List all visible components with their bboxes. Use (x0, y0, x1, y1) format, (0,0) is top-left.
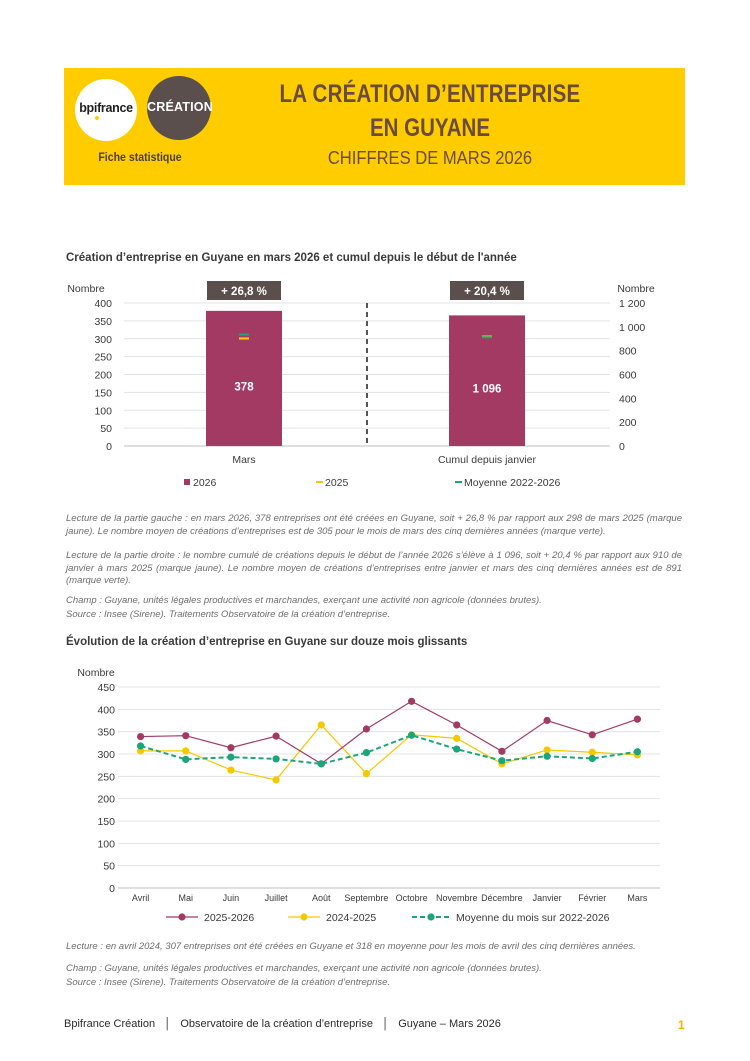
footer-sep-2: │ (376, 1018, 396, 1030)
chart2-data-point (543, 746, 550, 753)
chart1-legend (184, 477, 560, 489)
chart2-data-point (182, 756, 189, 763)
creation-logo-text: CRÉATION (147, 100, 213, 114)
chart2-series (137, 698, 641, 784)
chart2-x-tick-label: Août (311, 893, 331, 903)
chart1-left-tick-label: 0 (106, 441, 112, 453)
chart2-x-tick-label: Février (578, 893, 607, 903)
chart2-data-point (634, 716, 641, 723)
chart1-x-label: Cumul depuis janvier (437, 454, 537, 466)
chart2-data-point (227, 754, 234, 761)
chart2-data-point (453, 735, 460, 742)
chart2-x-tick-label: Mars (627, 893, 648, 903)
chart2-y-tick-label: 350 (97, 726, 115, 739)
chart2-line-chart (60, 660, 680, 935)
creation-logo (147, 76, 211, 140)
chart2-x-axis (132, 893, 648, 903)
chart2-data-point (408, 732, 415, 739)
chart2-x-tick-label: Janvier (532, 893, 562, 903)
chart1-bar-value-label: 378 (234, 381, 254, 394)
chart1-right-axis-label: Nombre (617, 283, 655, 295)
bpifrance-logo (75, 79, 137, 141)
chart2-data-point (137, 742, 144, 749)
footer-region: Guyane – Mars 2026 (398, 1018, 501, 1030)
fiche-label: Fiche statistique (98, 150, 182, 164)
chart2-y-tick-label: 50 (103, 860, 115, 873)
page-title-line1: LA CRÉATION D’ENTREPRISE (279, 80, 581, 108)
chart2-x-tick-label: Avril (131, 893, 150, 903)
page-title-line2: EN GUYANE (369, 114, 491, 142)
chart2-heading: Évolution de la création d’entreprise en Guyane sur douze mois glissants (66, 636, 468, 648)
chart2-data-point (589, 755, 596, 762)
chart2-y-tick-label: 200 (97, 793, 115, 806)
chart1-right-tick-label: 800 (619, 345, 637, 358)
chart1-legend-label: 2026 (193, 477, 217, 489)
chart1-right-tick-label: 600 (619, 369, 637, 382)
chart1-left-tick-label: 400 (94, 298, 112, 310)
chart1-right-tick-label: 1 200 (619, 298, 646, 310)
chart2-legend-marker (178, 913, 185, 920)
chart1-bar-chart (60, 278, 680, 498)
chart2-x-tick-label: Décembre (481, 893, 523, 903)
chart2-data-point (227, 766, 234, 773)
chart2-x-tick-label: Septembre (344, 893, 389, 903)
chart2-y-tick-label: 0 (109, 883, 115, 895)
chart1-bar-value-label: 1 096 (472, 383, 502, 396)
chart1-heading: Création d’entreprise en Guyane en mars 2026 et cumul depuis le début de l'année (66, 252, 517, 264)
chart2-data-point (498, 757, 505, 764)
chart2-champ: Champ : Guyane, unités légales productives et marchandes, exerçant une activité non agricole (données brutes). (66, 963, 542, 974)
chart2-x-tick-label: Novembre (435, 893, 478, 903)
chart1-left-tick-label: 200 (94, 369, 112, 382)
chart2-legend-marker (427, 913, 434, 920)
chart1-left-tick-label: 300 (94, 333, 112, 346)
chart2-data-point (543, 753, 550, 760)
chart2-data-point (227, 744, 234, 751)
chart1-legend-label: 2025 (325, 477, 349, 489)
chart2-data-point (318, 721, 325, 728)
chart1-source: Source : Insee (Sirene). Traitements Observatoire de la création d’entreprise. (66, 609, 391, 620)
chart1-legend-label: Moyenne 2022-2026 (464, 477, 561, 489)
chart1-left-tick-label: 50 (100, 423, 112, 436)
chart2-x-tick-label: Juillet (264, 893, 288, 903)
chart1-left-tick-label: 100 (94, 405, 112, 418)
chart1-legend-swatch (184, 479, 190, 485)
chart2-data-point (363, 770, 370, 777)
chart1-change-badge-text: + 26,8 % (221, 286, 267, 298)
chart2-data-point (589, 749, 596, 756)
chart2-legend (166, 912, 610, 924)
chart2-y-axis (97, 682, 115, 895)
chart2-data-point (182, 732, 189, 739)
chart2-legend-label: 2025-2026 (204, 912, 255, 924)
chart2-source: Source : Insee (Sirene). Traitements Observatoire de la création d’entreprise. (66, 977, 391, 988)
chart2-note: Lecture : en avril 2024, 307 entreprises ont été créées en Guyane et 318 en moyenne pour les mois de avril des cinq dernières années. (66, 941, 636, 952)
chart1-right-tick-label: 0 (619, 441, 625, 453)
chart2-x-tick-label: Octobre (395, 893, 428, 903)
page-subtitle: CHIFFRES DE MARS 2026 (327, 148, 533, 168)
chart1-bars (206, 281, 525, 446)
chart2-x-tick-label: Mai (178, 893, 194, 903)
chart2-data-point (453, 721, 460, 728)
chart1-x-labels (232, 454, 536, 466)
chart2-legend-marker (300, 913, 307, 920)
chart2-legend-label: Moyenne du mois sur 2022-2026 (456, 912, 610, 924)
chart1-right-tick-label: 200 (619, 417, 637, 430)
chart1-bar-2026 (449, 315, 525, 446)
chart1-note-right: Lecture de la partie droite : le nombre cumulé de créations depuis le début de l’année 2026 s’élève à 1 096, soit + 20,4 % par rapport aux 910 de janvier à mars 2025 (marque jaune). Le nombre moyen de créations d’entreprises entre janvier et mars des cinq dernières années est de 891 (marque verte). (66, 550, 682, 586)
bpifrance-logo-text: bpifrance (79, 101, 133, 115)
chart2-series-line (141, 725, 638, 780)
chart1-change-badge-text: + 20,4 % (464, 286, 510, 298)
chart2-y-tick-label: 450 (97, 682, 115, 694)
page-number: 1 (678, 1018, 685, 1032)
chart2-y-tick-label: 250 (97, 771, 115, 784)
footer-org: Bpifrance Création (64, 1018, 156, 1030)
chart2-y-axis-label: Nombre (77, 667, 115, 679)
chart2-data-point (363, 749, 370, 756)
chart2-data-point (272, 733, 279, 740)
chart1-right-tick-label: 400 (619, 393, 637, 406)
chart2-x-tick-label: Juin (222, 893, 240, 903)
chart2-data-point (137, 733, 144, 740)
chart1-left-tick-label: 350 (94, 315, 112, 328)
footer-sep-1: │ (158, 1018, 178, 1030)
chart2-data-point (453, 745, 460, 752)
chart1-right-axis (619, 298, 645, 453)
chart2-data-point (363, 725, 370, 732)
chart2-data-point (543, 717, 550, 724)
chart2-y-tick-label: 100 (97, 838, 115, 851)
chart2-data-point (318, 760, 325, 767)
chart1-left-tick-label: 150 (94, 387, 112, 400)
chart2-data-point (589, 731, 596, 738)
page-footer (64, 1018, 501, 1030)
chart2-data-point (408, 698, 415, 705)
chart2-y-tick-label: 150 (97, 816, 115, 828)
chart2-y-tick-label: 300 (97, 749, 115, 761)
chart1-left-axis (94, 298, 112, 453)
chart2-data-point (272, 776, 279, 783)
chart2-data-point (498, 748, 505, 755)
chart2-series-line (141, 735, 638, 764)
chart1-note-left: Lecture de la partie gauche : en mars 2026, 378 entreprises ont été créées en Guyane, soit + 26,8 % par rapport aux 298 de mars 2025 (marque jaune). Le nombre moyen de créations d’entreprises est de 305 pour le mois de mars des cinq dernières années (marque verte). (66, 513, 682, 537)
chart2-data-point (182, 747, 189, 754)
chart1-left-axis-label: Nombre (67, 283, 105, 295)
chart2-y-tick-label: 400 (97, 704, 115, 717)
chart2-gridlines (118, 687, 660, 888)
chart1-right-tick-label: 1 000 (619, 321, 646, 334)
chart1-left-tick-label: 250 (94, 351, 112, 364)
chart1-bar-2026 (206, 311, 282, 446)
chart1-x-label: Mars (232, 454, 256, 466)
chart2-data-point (272, 755, 279, 762)
footer-observatory: Observatoire de la création d’entreprise (180, 1018, 373, 1030)
chart2-data-point (634, 748, 641, 755)
chart1-champ: Champ : Guyane, unités légales productives et marchandes, exerçant une activité non agricole (données brutes). (66, 595, 542, 606)
chart2-legend-label: 2024-2025 (326, 912, 377, 924)
